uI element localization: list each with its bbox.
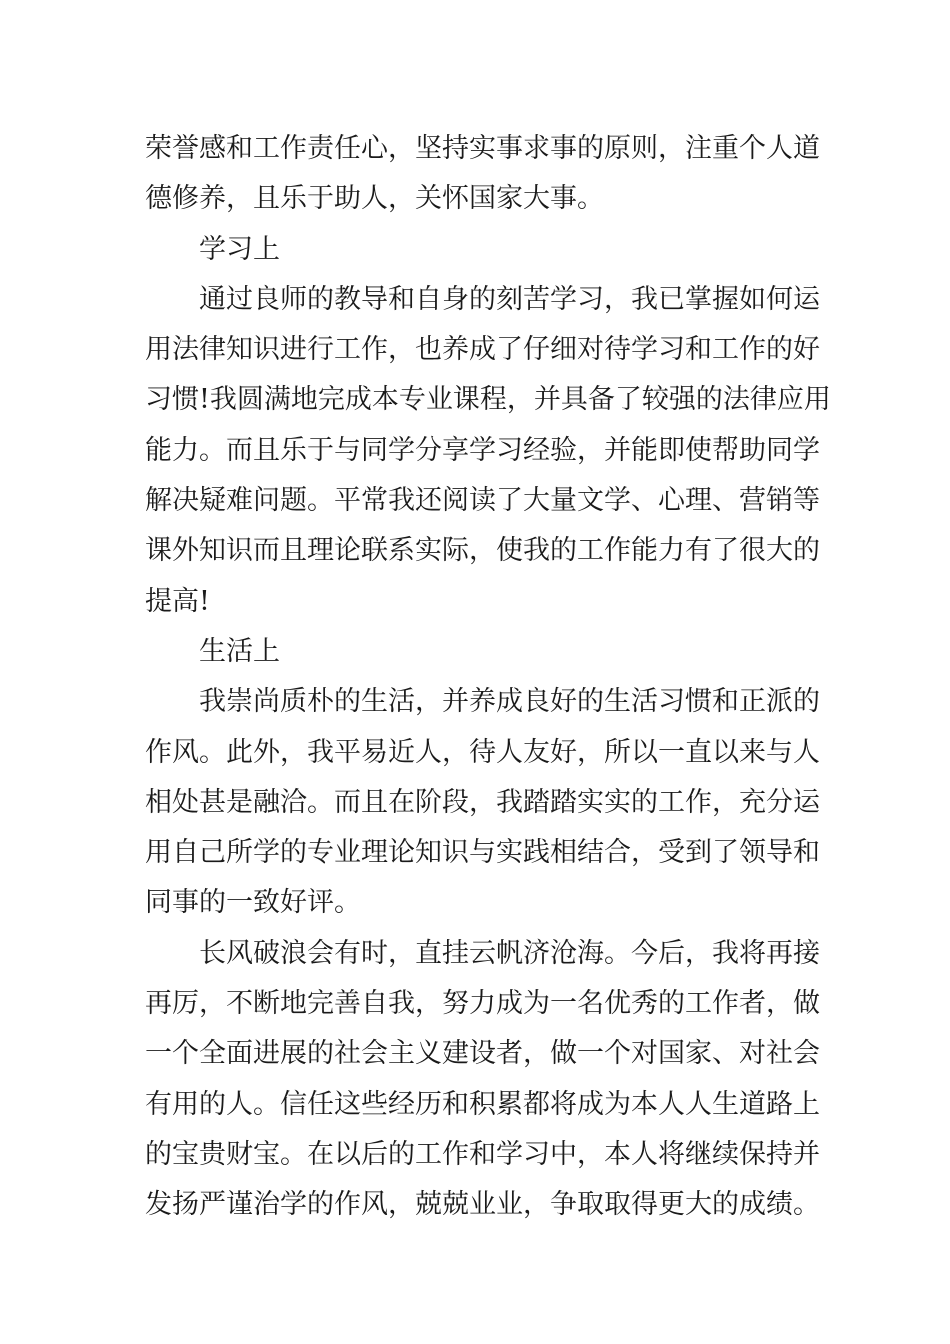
text-line: 长风破浪会有时，直挂云帆济沧海。今后，我将再接 bbox=[199, 937, 820, 969]
section-heading-study: 学习上 bbox=[199, 233, 280, 265]
text-line: 我崇尚质朴的生活，并养成良好的生活习惯和正派的 bbox=[199, 686, 820, 718]
text-line: 德修养，且乐于助人，关怀国家大事。 bbox=[145, 183, 604, 215]
document-body bbox=[145, 124, 831, 1231]
text-line: 课外知识而且理论联系实际，使我的工作能力有了很大的 bbox=[145, 535, 820, 567]
text-line: 同事的一致好评。 bbox=[145, 887, 361, 919]
text-line: 解决疑难问题。平常我还阅读了大量文学、心理、营销等 bbox=[145, 485, 820, 517]
text-line: 作风。此外，我平易近人，待人友好，所以一直以来与人 bbox=[145, 736, 820, 768]
text-line: 用自己所学的专业理论知识与实践相结合，受到了领导和 bbox=[145, 837, 820, 869]
text-line: 用法律知识进行工作，也养成了仔细对待学习和工作的好 bbox=[145, 334, 820, 366]
text-line: 相处甚是融洽。而且在阶段，我踏踏实实的工作，充分运 bbox=[145, 786, 820, 818]
text-line: 通过良师的教导和自身的刻苦学习，我已掌握如何运 bbox=[199, 283, 820, 315]
text-line: 的宝贵财宝。在以后的工作和学习中，本人将继续保持并 bbox=[145, 1138, 820, 1170]
text-line: 一个全面进展的社会主义建设者，做一个对国家、对社会 bbox=[145, 1038, 820, 1070]
text-line: 习惯!我圆满地完成本专业课程，并具备了较强的法律应用 bbox=[145, 384, 831, 416]
text-line: 发扬严谨治学的作风，兢兢业业，争取取得更大的成绩。 bbox=[145, 1189, 820, 1221]
text-line: 能力。而且乐于与同学分享学习经验，并能即使帮助同学 bbox=[145, 434, 820, 466]
text-line: 荣誉感和工作责任心，坚持实事求事的原则，注重个人道 bbox=[145, 133, 820, 164]
section-heading-life: 生活上 bbox=[199, 635, 280, 667]
text-line: 提高! bbox=[145, 585, 210, 617]
text-line: 再厉，不断地完善自我，努力成为一名优秀的工作者，做 bbox=[145, 988, 820, 1020]
text-line: 有用的人。信任这些经历和积累都将成为本人人生道路上 bbox=[145, 1088, 820, 1120]
